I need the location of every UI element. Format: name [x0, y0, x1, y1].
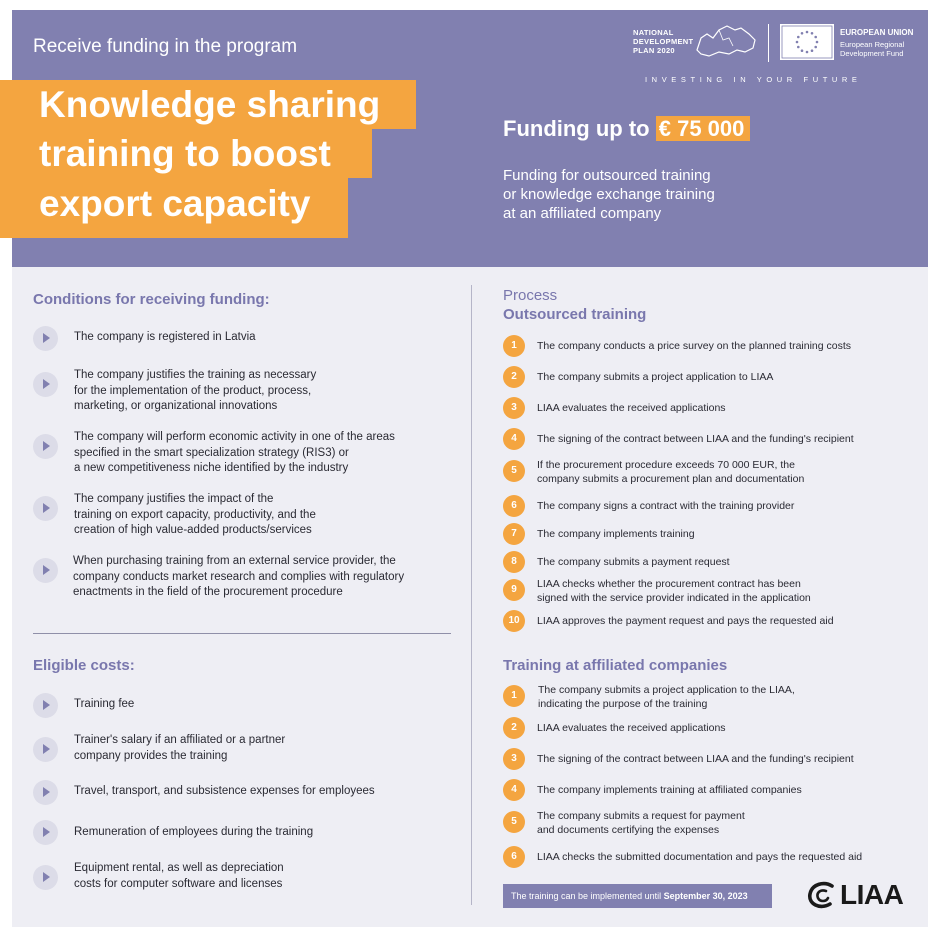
play-bullet-icon — [33, 496, 58, 521]
step-text: LIAA evaluates the received applications — [537, 722, 726, 734]
main-title — [0, 80, 416, 238]
deadline-prefix: The training can be implemented until — [511, 891, 662, 901]
condition-text: The company justifies the training as necessary for the implementation of the product, process, marketing, or organizational innovations — [74, 369, 317, 412]
condition-text: The company is registered in Latvia — [74, 331, 256, 343]
step-number: 1 — [503, 335, 525, 357]
cost-text: Travel, transport, and subsistence expenses for employees — [74, 785, 375, 797]
play-bullet-icon — [33, 737, 58, 762]
liaa-swirl-icon — [806, 880, 840, 910]
condition-text: When purchasing training from an external service provider, the company conducts market research and complies with regulatory enactments in the field of the procurement procedure — [73, 555, 405, 598]
step-text: The company implements training at affiliated companies — [537, 784, 802, 796]
funding-amount: € 75 000 — [656, 116, 751, 141]
deadline-note — [503, 884, 772, 908]
step-number: 6 — [503, 495, 525, 517]
step-text: LIAA approves the payment request and pays the requested aid — [537, 615, 834, 627]
play-bullet-icon — [33, 865, 58, 890]
title-line: Knowledge sharing — [0, 80, 416, 129]
step-number: 10 — [503, 610, 525, 632]
eu-flag-icon — [780, 24, 834, 60]
step-number: 2 — [503, 717, 525, 739]
section-divider — [33, 633, 451, 634]
column-divider — [471, 285, 472, 905]
step-number: 5 — [503, 460, 525, 482]
step-text: LIAA checks the submitted documentation and pays the requested aid — [537, 851, 863, 863]
play-bullet-icon — [33, 820, 58, 845]
affiliated-title: Training at affiliated companies — [503, 657, 728, 674]
liaa-logo-text: LIAA — [840, 879, 904, 910]
step-text: If the procurement procedure exceeds 70 000 EUR, the company submits a procurement plan and documentation — [537, 459, 805, 485]
outsourced-title: Outsourced training — [503, 306, 647, 323]
eu-subtitle: European Regional Development Fund — [840, 40, 905, 58]
cost-text: Training fee — [74, 698, 135, 710]
eu-title: EUROPEAN UNION — [840, 28, 914, 37]
play-bullet-icon — [33, 558, 58, 583]
step-text: The signing of the contract between LIAA and the funding's recipient — [537, 433, 854, 445]
funding-description: Funding for outsourced training or knowledge exchange training at an affiliated company — [503, 167, 715, 222]
eligible-costs-title: Eligible costs: — [33, 657, 135, 674]
step-text: The company submits a request for payment and documents certifying the expenses — [537, 810, 745, 836]
process-label: Process — [503, 287, 558, 304]
step-number: 8 — [503, 551, 525, 573]
step-text: The company submits a project application to LIAA — [537, 371, 774, 383]
latvia-map-icon — [695, 24, 759, 58]
step-number: 4 — [503, 779, 525, 801]
step-text: The company submits a payment request — [537, 556, 730, 568]
funding-prefix: Funding up to — [503, 116, 650, 141]
step-number: 6 — [503, 846, 525, 868]
step-text: LIAA evaluates the received applications — [537, 402, 726, 414]
header-kicker: Receive funding in the program — [33, 36, 298, 57]
title-line: export capacity — [0, 178, 348, 238]
step-text: The company implements training — [537, 528, 695, 540]
step-text: The company signs a contract with the training provider — [537, 500, 795, 512]
conditions-title: Conditions for receiving funding: — [33, 291, 270, 308]
condition-text: The company justifies the impact of the training on export capacity, productivity, and the creation of high value-added products/services — [74, 493, 316, 536]
step-text: LIAA checks whether the procurement contract has been signed with the service provider indicated in the application — [537, 578, 811, 604]
cost-text: Remuneration of employees during the training — [74, 826, 314, 838]
funding-headline — [503, 116, 750, 142]
logo-separator — [768, 24, 769, 62]
deadline-date: September 30, 2023 — [663, 891, 748, 901]
step-text: The company conducts a price survey on the planned training costs — [537, 340, 852, 352]
step-number: 1 — [503, 685, 525, 707]
cost-text: Equipment rental, as well as depreciation costs for computer software and licenses — [74, 862, 284, 890]
tagline: INVESTING IN YOUR FUTURE — [645, 75, 862, 84]
step-number: 5 — [503, 811, 525, 833]
play-bullet-icon — [33, 693, 58, 718]
step-text: The company submits a project application to the LIAA, indicating the purpose of the training — [538, 684, 795, 710]
cost-text: Trainer's salary if an affiliated or a partner company provides the training — [74, 734, 286, 762]
play-bullet-icon — [33, 434, 58, 459]
condition-text: The company will perform economic activity in one of the areas specified in the smart specialization strategy (RIS3) or a new competitiveness niche identified by the industry — [74, 431, 395, 474]
play-bullet-icon — [33, 780, 58, 805]
sponsor-logos — [633, 22, 923, 82]
step-number: 3 — [503, 397, 525, 419]
play-bullet-icon — [33, 372, 58, 397]
step-number: 9 — [503, 579, 525, 601]
step-text: The signing of the contract between LIAA and the funding's recipient — [537, 753, 854, 765]
play-bullet-icon — [33, 326, 58, 351]
step-number: 3 — [503, 748, 525, 770]
ndp-logo-text: NATIONAL DEVELOPMENT PLAN 2020 — [633, 28, 694, 55]
title-line: training to boost — [0, 129, 372, 178]
step-number: 7 — [503, 523, 525, 545]
step-number: 2 — [503, 366, 525, 388]
step-number: 4 — [503, 428, 525, 450]
